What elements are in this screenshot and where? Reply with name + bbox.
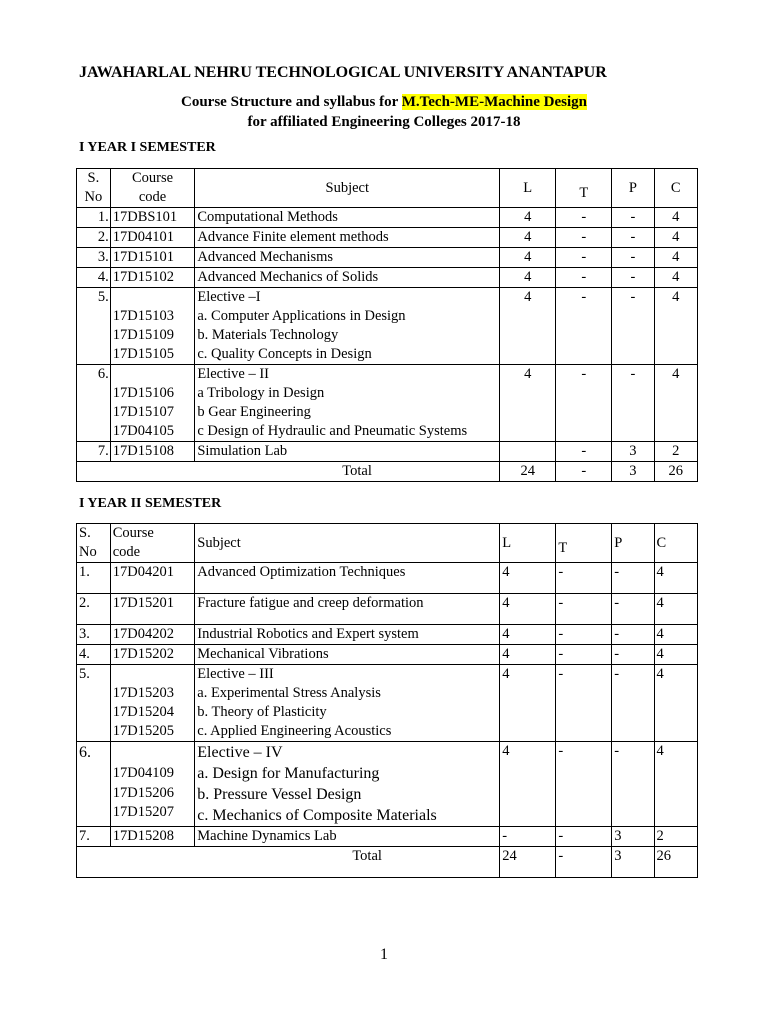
table-row [77, 645, 698, 665]
row-c: 4 [654, 268, 697, 288]
university-name: JAWAHARLAL NEHRU TECHNOLOGICAL UNIVERSITY ANANTAPUR [79, 64, 607, 81]
row-sno: 7. [77, 827, 111, 847]
row-code: 17D15108 [110, 442, 195, 462]
total-c: 26 [654, 462, 697, 482]
row-code: 17D04202 [110, 625, 195, 645]
sno-header: S. No [77, 169, 111, 208]
row-sno: 5. [77, 288, 111, 365]
row-code: 17D15202 [110, 645, 195, 665]
sno-header: S. No [77, 524, 111, 563]
row-p: - [612, 645, 654, 665]
row-p: - [612, 625, 654, 645]
row-sno: 1. [77, 563, 111, 594]
semester-2-table [76, 523, 698, 878]
row-l: 4 [500, 248, 556, 268]
t-header: T [556, 169, 612, 208]
row-t: - [556, 268, 612, 288]
row-t: - [556, 827, 612, 847]
elective-subjects: Elective – II a Tribology in Design b Gear Engineering c Design of Hydraulic and Pneumatic Systems [195, 365, 500, 442]
table-row [77, 248, 698, 268]
total-row [77, 847, 698, 878]
row-t: - [556, 365, 612, 442]
row-code: 17D04201 [110, 563, 195, 594]
row-c: 4 [654, 625, 697, 645]
row-l: 4 [500, 594, 556, 625]
table-row [77, 563, 698, 594]
row-l: 4 [500, 268, 556, 288]
row-sno: 6. [77, 742, 111, 827]
row-subject: Advanced Mechanisms [195, 248, 500, 268]
table-header-row [77, 169, 698, 208]
row-p: - [612, 563, 654, 594]
elective-subjects: Elective – IV a. Design for Manufacturing b. Pressure Vessel Design c. Mechanics of Composite Materials [195, 742, 500, 827]
course-code-header: Course code [110, 524, 195, 563]
row-subject: Computational Methods [195, 208, 500, 228]
row-sno: 2. [77, 594, 111, 625]
row-sno: 7. [77, 442, 111, 462]
row-c: 4 [654, 288, 697, 365]
elective-row [77, 742, 698, 827]
total-p: 3 [612, 847, 654, 878]
row-subject: Industrial Robotics and Expert system [195, 625, 500, 645]
row-t: - [556, 665, 612, 742]
row-code: 17DBS101 [110, 208, 195, 228]
course-structure-title [0, 94, 768, 111]
row-l [500, 442, 556, 462]
row-l: 4 [500, 645, 556, 665]
row-t: - [556, 563, 612, 594]
row-c: 4 [654, 228, 697, 248]
row-subject: Advanced Optimization Techniques [195, 563, 500, 594]
row-c: 2 [654, 442, 697, 462]
row-code: 17D04101 [110, 228, 195, 248]
row-p: - [612, 228, 654, 248]
semester-2-title: I YEAR II SEMESTER [79, 496, 222, 511]
table-row [77, 268, 698, 288]
lab-row [77, 827, 698, 847]
total-c: 26 [654, 847, 697, 878]
row-p: - [612, 248, 654, 268]
total-t: - [556, 847, 612, 878]
row-p: - [612, 665, 654, 742]
semester-1-table [76, 168, 698, 482]
row-l: 4 [500, 563, 556, 594]
row-code: 17D15201 [110, 594, 195, 625]
row-p: - [612, 742, 654, 827]
p-header: P [612, 524, 654, 563]
row-subject: Simulation Lab [195, 442, 500, 462]
row-p: - [612, 208, 654, 228]
row-t: - [556, 594, 612, 625]
elective-subjects: Elective – III a. Experimental Stress Analysis b. Theory of Plasticity c. Applied Engineering Acoustics [195, 665, 500, 742]
row-c: 4 [654, 742, 697, 827]
elective-codes: 17D15203 17D15204 17D15205 [110, 665, 195, 742]
c-header: C [654, 524, 697, 563]
table-row [77, 228, 698, 248]
row-p: - [612, 365, 654, 442]
t-header: T [556, 524, 612, 563]
row-sno: 4. [77, 268, 111, 288]
subject-header: Subject [195, 524, 500, 563]
row-l: 4 [500, 625, 556, 645]
row-c: 2 [654, 827, 697, 847]
total-row [77, 462, 698, 482]
elective-row [77, 288, 698, 365]
row-l: 4 [500, 365, 556, 442]
row-subject: Fracture fatigue and creep deformation [195, 594, 500, 625]
table-header-row [77, 524, 698, 563]
elective-codes: 17D15103 17D15109 17D15105 [110, 288, 195, 365]
total-label: Total [77, 847, 500, 878]
elective-row [77, 665, 698, 742]
subject-header: Subject [195, 169, 500, 208]
row-c: 4 [654, 248, 697, 268]
elective-codes: 17D15106 17D15107 17D04105 [110, 365, 195, 442]
table-row [77, 625, 698, 645]
row-p: - [612, 268, 654, 288]
row-t: - [556, 208, 612, 228]
row-subject: Advance Finite element methods [195, 228, 500, 248]
row-sno: 5. [77, 665, 111, 742]
row-code: 17D15102 [110, 268, 195, 288]
row-sno: 3. [77, 625, 111, 645]
elective-subjects: Elective –I a. Computer Applications in Design b. Materials Technology c. Quality Concepts in Design [195, 288, 500, 365]
row-t: - [556, 742, 612, 827]
row-code: 17D15208 [110, 827, 195, 847]
row-c: 4 [654, 665, 697, 742]
row-sno: 4. [77, 645, 111, 665]
row-subject: Machine Dynamics Lab [195, 827, 500, 847]
row-l: 4 [500, 288, 556, 365]
row-p: - [612, 288, 654, 365]
page-number: 1 [380, 946, 388, 963]
l-header: L [500, 169, 556, 208]
row-t: - [556, 645, 612, 665]
total-label: Total [77, 462, 500, 482]
c-header: C [654, 169, 697, 208]
row-sno: 3. [77, 248, 111, 268]
l-header: L [500, 524, 556, 563]
row-l: 4 [500, 208, 556, 228]
total-p: 3 [612, 462, 654, 482]
row-p: - [612, 594, 654, 625]
row-l: 4 [500, 665, 556, 742]
row-c: 4 [654, 594, 697, 625]
course-code-header: Course code [110, 169, 195, 208]
row-p: 3 [612, 442, 654, 462]
row-sno: 6. [77, 365, 111, 442]
row-t: - [556, 442, 612, 462]
row-t: - [556, 248, 612, 268]
table-row [77, 594, 698, 625]
affiliation-line: for affiliated Engineering Colleges 2017-18 [247, 114, 521, 130]
lab-row [77, 442, 698, 462]
table-row [77, 208, 698, 228]
row-l: - [500, 827, 556, 847]
row-l: 4 [500, 228, 556, 248]
row-l: 4 [500, 742, 556, 827]
total-l: 24 [500, 847, 556, 878]
row-sno: 2. [77, 228, 111, 248]
row-t: - [556, 288, 612, 365]
course-structure-prefix: Course Structure and syllabus for [181, 94, 402, 110]
row-subject: Advanced Mechanics of Solids [195, 268, 500, 288]
row-t: - [556, 625, 612, 645]
elective-codes: 17D04109 17D15206 17D15207 [110, 742, 195, 827]
row-subject: Mechanical Vibrations [195, 645, 500, 665]
row-t: - [556, 228, 612, 248]
semester-1-title: I YEAR I SEMESTER [79, 140, 216, 155]
program-name-highlight: M.Tech-ME-Machine Design [401, 94, 587, 110]
total-t: - [556, 462, 612, 482]
row-c: 4 [654, 563, 697, 594]
row-p: 3 [612, 827, 654, 847]
row-c: 4 [654, 208, 697, 228]
row-c: 4 [654, 365, 697, 442]
row-code: 17D15101 [110, 248, 195, 268]
row-sno: 1. [77, 208, 111, 228]
p-header: P [612, 169, 654, 208]
elective-row [77, 365, 698, 442]
total-l: 24 [500, 462, 556, 482]
row-c: 4 [654, 645, 697, 665]
